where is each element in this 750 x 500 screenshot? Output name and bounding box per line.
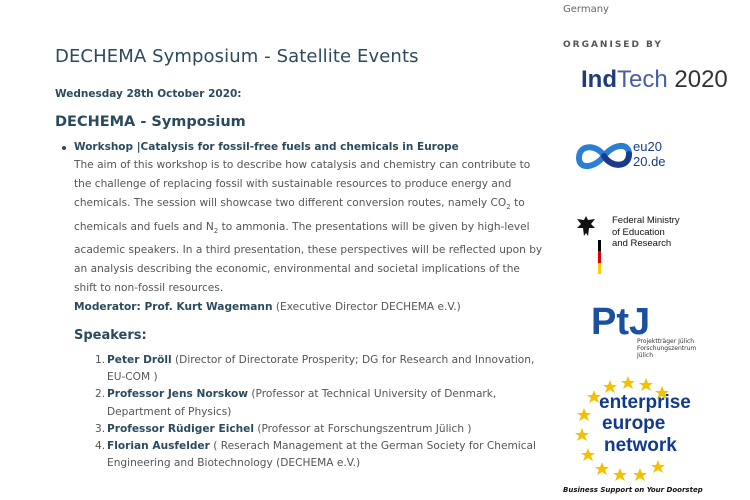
eagle-icon: [575, 214, 597, 240]
speaker-item: 2. Professor Jens Norskow (Professor at Technical University of Denmark, Department of Physics): [95, 388, 497, 418]
sidebar: [545, 0, 750, 500]
speaker-name: Florian Ausfelder: [107, 440, 210, 453]
location-text: Germany: [563, 4, 609, 15]
organised-by-label: ORGANISED BY: [563, 40, 663, 50]
paragraph-line: chemicals. The session will showcase two different conversion routes, namely $CO_2$ to: [74, 197, 525, 212]
speakers-list: [97, 352, 537, 472]
speaker-name: Professor Jens Norskow: [107, 388, 249, 401]
event-date: Wednesday 28th October 2020:: [55, 88, 242, 100]
svg-text:PtJ: PtJ: [591, 301, 651, 343]
infinity-icon: [575, 136, 633, 176]
een-tagline: Business Support on Your Doorstep: [563, 486, 703, 494]
paragraph-line: shift to non-fossil resources.: [74, 282, 224, 295]
bmbf-text: Federal Ministry of Education and Research: [612, 215, 680, 249]
bmbf-logo[interactable]: [575, 212, 715, 274]
moderator-line: Moderator: Prof. Kurt Wagemann (Executive Director DECHEMA e.V.): [74, 301, 461, 313]
german-flag-icon: [598, 240, 601, 274]
section-title: DECHEMA - Symposium: [55, 114, 246, 130]
bullet-icon: [62, 146, 66, 150]
paragraph-line: academic speakers. In a third presentation, these perspectives will be reflected upon by: [74, 244, 543, 257]
ptj-subtext: Projektträger Jülich Forschungszentrum Jülich: [637, 338, 697, 359]
speaker-item: 3. Professor Rüdiger Eichel (Professor at Forschungszentrum Jülich ): [95, 422, 472, 435]
workshop-description: [74, 156, 543, 299]
page-title: DECHEMA Symposium - Satellite Events: [55, 46, 419, 67]
paragraph-line: an analysis describing the economic, environmental and societal implications of the: [74, 263, 520, 276]
indtech-logo[interactable]: IndTech 2020: [581, 66, 728, 93]
ptj-logo[interactable]: [585, 300, 695, 360]
moderator-name: Moderator: Prof. Kurt Wagemann: [74, 301, 273, 313]
paragraph-line: the challenge of replacing fossil with sustainable resources to produce energy and: [74, 178, 512, 191]
speakers-heading: Speakers:: [74, 328, 147, 343]
speaker-item: 1. Peter Dröll (Director of Directorate Prosperity; DG for Research and Innovation, EU-COM ): [95, 354, 535, 384]
paragraph-line: chemicals and fuels and $N_2$ to ammonia. The presentations will be given by high-level: [74, 220, 530, 235]
speaker-item: 4. Florian Ausfelder ( Reserach Management at the German Society for Chemical Engineering and Biotechnology (DECHEMA e.V.): [95, 440, 536, 470]
speaker-name: Peter Dröll: [107, 354, 172, 366]
enterprise-europe-network-logo[interactable]: enterprise europe network: [570, 372, 700, 482]
eu2020-logo[interactable]: eu20 20.de: [575, 136, 685, 176]
speaker-name: Professor Rüdiger Eichel: [107, 422, 254, 435]
paragraph-line: The aim of this workshop is to describe how catalysis and chemistry can contribute to: [74, 159, 531, 171]
workshop-title: Workshop |Catalysis for fossil-free fuels and chemicals in Europe: [74, 141, 459, 153]
